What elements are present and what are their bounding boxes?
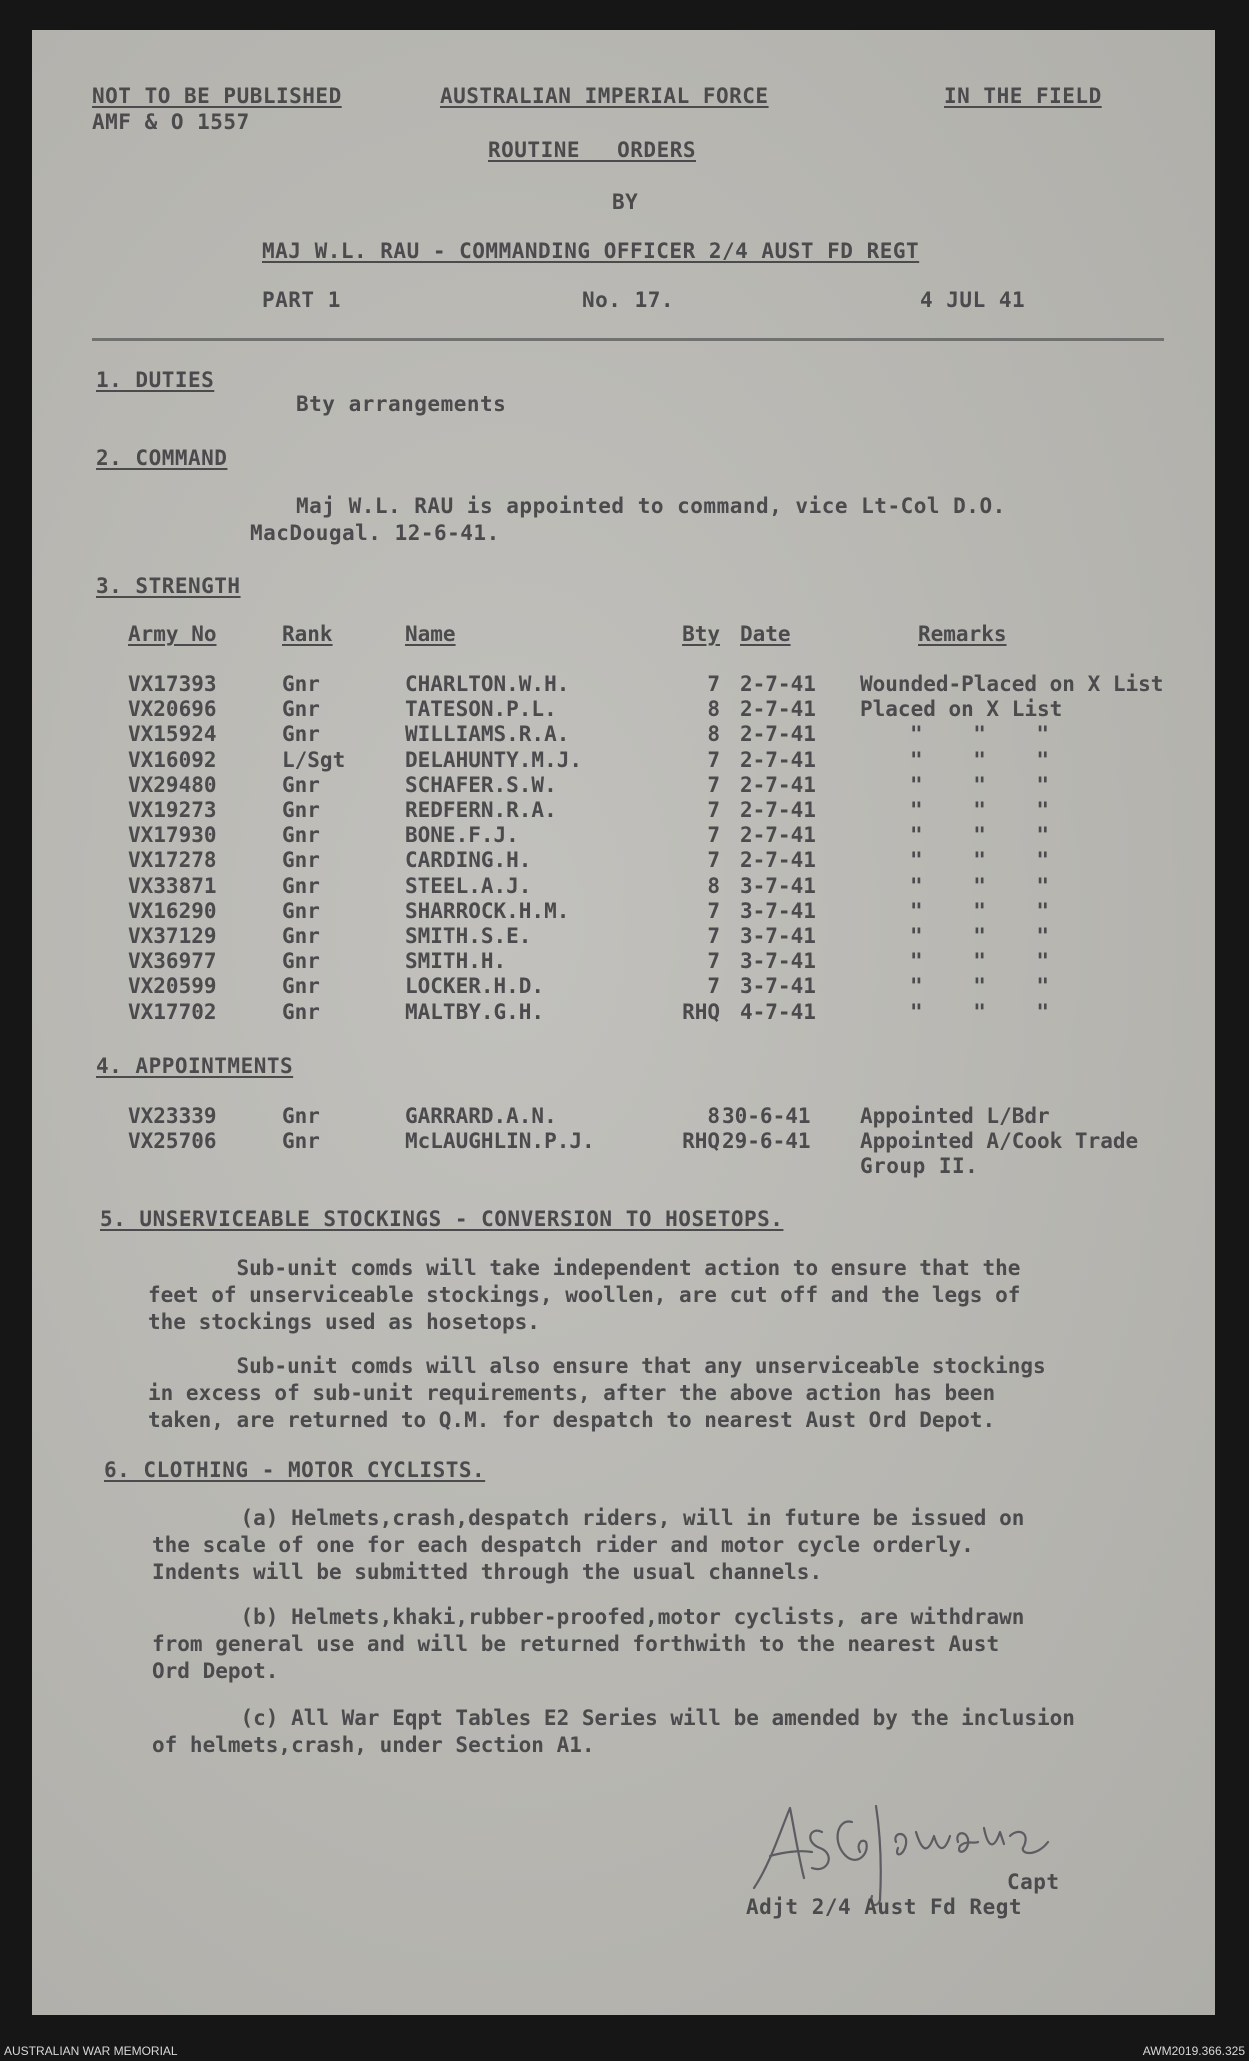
- header-rule: [92, 338, 1164, 341]
- cell-name: SCHAFER.S.W.: [405, 772, 557, 797]
- cell-army-no: VX20696: [128, 697, 217, 722]
- cell-rank: Gnr: [282, 772, 320, 797]
- header-ref: AMF & O 1557: [92, 110, 250, 134]
- section-command-heading: 2. COMMAND: [96, 446, 228, 470]
- section-command-line2: MacDougal. 12-6-41.: [250, 521, 500, 545]
- cell-date: 3-7-41: [740, 974, 816, 999]
- cell-bty: 7: [707, 747, 720, 772]
- header-classification: NOT TO BE PUBLISHED: [92, 84, 342, 108]
- cell-remarks: " " ": [910, 949, 1050, 974]
- col-remarks: Remarks: [918, 622, 1007, 646]
- cell-date: 3-7-41: [740, 873, 816, 898]
- footer-archive: AUSTRALIAN WAR MEMORIAL: [4, 2044, 178, 2058]
- cell-date: 4-7-41: [740, 999, 816, 1024]
- document-title: ROUTINE ORDERS: [488, 138, 697, 162]
- cell-remarks: " " ": [910, 747, 1050, 772]
- commanding-officer: MAJ W.L. RAU - COMMANDING OFFICER 2/4 AUST FD REGT: [262, 239, 920, 263]
- cell-remarks: Wounded-Placed on X List: [860, 672, 1164, 696]
- header-force: AUSTRALIAN IMPERIAL FORCE: [440, 84, 769, 108]
- order-number: No. 17.: [582, 288, 675, 312]
- cell-rank: Gnr: [282, 823, 320, 848]
- cell-remarks: " " ": [910, 848, 1050, 873]
- cell-army-no: VX23339: [128, 1104, 217, 1128]
- header-location: IN THE FIELD: [944, 84, 1102, 108]
- cell-army-no: VX29480: [128, 772, 217, 797]
- cell-date: 2-7-41: [740, 798, 816, 822]
- cell-date: 2-7-41: [740, 697, 816, 722]
- cell-bty: 7: [707, 772, 720, 797]
- cell-remarks: " " ": [910, 924, 1050, 948]
- cell-remarks: " " ": [910, 999, 1050, 1024]
- cell-name: BONE.F.J.: [405, 823, 519, 848]
- cell-remarks: " " ": [910, 823, 1050, 848]
- cell-bty: 8: [707, 697, 720, 722]
- cell-date: 2-7-41: [740, 672, 816, 696]
- cell-date: 29-6-41: [722, 1129, 811, 1153]
- cell-name: SMITH.H.: [405, 949, 507, 974]
- order-date: 4 JUL 41: [920, 288, 1026, 312]
- cell-remarks: " " ": [910, 722, 1050, 747]
- handwritten-signature: [748, 1792, 1148, 1912]
- cell-army-no: VX17930: [128, 823, 217, 848]
- cell-bty: 8: [707, 722, 720, 747]
- section-stockings-para1: Sub-unit comds will take independent action to ensure that the feet of unserviceable stockings, woollen, are cut off and the legs of the stockings used as hosetops.: [148, 1256, 1021, 1334]
- cell-army-no: VX16092: [128, 747, 217, 772]
- cell-bty: 7: [707, 798, 720, 822]
- section-clothing-para-b: (b) Helmets,khaki,rubber-proofed,motor cyclists, are withdrawn from general use and will be returned forthwith to the nearest Aust Ord Depot.: [152, 1605, 1025, 1683]
- cell-bty: 7: [707, 898, 720, 923]
- col-date: Date: [740, 622, 791, 646]
- cell-bty: 7: [707, 823, 720, 848]
- cell-rank: Gnr: [282, 1104, 320, 1128]
- cell-army-no: VX19273: [128, 798, 217, 822]
- col-name: Name: [405, 622, 456, 646]
- cell-army-no: VX17393: [128, 672, 217, 696]
- cell-rank: Gnr: [282, 1129, 320, 1153]
- cell-bty: 7: [707, 949, 720, 974]
- cell-bty: 7: [707, 974, 720, 999]
- cell-name: WILLIAMS.R.A.: [405, 722, 570, 747]
- cell-name: STEEL.A.J.: [405, 873, 532, 898]
- cell-rank: Gnr: [282, 798, 320, 822]
- cell-name: MALTBY.G.H.: [405, 999, 545, 1024]
- cell-rank: Gnr: [282, 848, 320, 873]
- cell-rank: Gnr: [282, 924, 320, 948]
- cell-rank: Gnr: [282, 949, 320, 974]
- cell-army-no: VX20599: [128, 974, 217, 999]
- cell-date: 3-7-41: [740, 898, 816, 923]
- cell-army-no: VX16290: [128, 898, 217, 923]
- cell-remarks: " " ": [910, 974, 1050, 999]
- cell-army-no: VX37129: [128, 924, 217, 948]
- cell-rank: Gnr: [282, 697, 320, 722]
- cell-army-no: VX25706: [128, 1129, 217, 1153]
- header-by: BY: [612, 190, 639, 214]
- cell-name: SHARROCK.H.M.: [405, 898, 570, 923]
- cell-bty: 7: [707, 672, 720, 696]
- section-duties-text: Bty arrangements: [296, 392, 507, 416]
- signatory-title: Adjt 2/4 Aust Fd Regt: [746, 1895, 1023, 1919]
- footer-accession: AWM2019.366.325: [1142, 2044, 1245, 2058]
- section-strength-heading: 3. STRENGTH: [96, 574, 241, 598]
- cell-rank: Gnr: [282, 898, 320, 923]
- section-appointments-heading: 4. APPOINTMENTS: [96, 1054, 294, 1078]
- section-clothing-heading: 6. CLOTHING - MOTOR CYCLISTS.: [104, 1458, 486, 1482]
- cell-army-no: VX17278: [128, 848, 217, 873]
- cell-date: 30-6-41: [722, 1104, 811, 1128]
- cell-date: 2-7-41: [740, 747, 816, 772]
- cell-date: 3-7-41: [740, 924, 816, 948]
- cell-bty: 8: [707, 873, 720, 898]
- cell-name: TATESON.P.L.: [405, 697, 557, 722]
- col-rank: Rank: [282, 622, 333, 646]
- cell-name: LOCKER.H.D.: [405, 974, 545, 999]
- cell-date: 2-7-41: [740, 823, 816, 848]
- cell-remarks: " " ": [910, 873, 1050, 898]
- cell-rank: Gnr: [282, 974, 320, 999]
- section-duties-heading: 1. DUTIES: [96, 368, 215, 392]
- cell-army-no: VX33871: [128, 873, 217, 898]
- cell-name: REDFERN.R.A.: [405, 798, 557, 822]
- cell-remarks: Appointed L/Bdr: [860, 1104, 1050, 1128]
- cell-bty: RHQ: [682, 1129, 720, 1153]
- cell-date: 2-7-41: [740, 848, 816, 873]
- cell-date: 2-7-41: [740, 722, 816, 747]
- cell-rank: Gnr: [282, 999, 320, 1024]
- cell-rank: Gnr: [282, 873, 320, 898]
- cell-bty: 7: [707, 848, 720, 873]
- col-army-no: Army No: [128, 622, 217, 646]
- cell-rank: Gnr: [282, 722, 320, 747]
- section-command-line1: Maj W.L. RAU is appointed to command, vice Lt-Col D.O.: [296, 494, 1006, 518]
- cell-rank: L/Sgt: [282, 747, 346, 772]
- section-stockings-para2: Sub-unit comds will also ensure that any unserviceable stockings in excess of sub-unit requirements, after the above action has been taken, are returned to Q.M. for despatch to nearest Aust Ord Depot.: [148, 1354, 1046, 1432]
- cell-name: DELAHUNTY.M.J.: [405, 747, 583, 772]
- cell-bty: RHQ: [682, 999, 720, 1024]
- cell-name: SMITH.S.E.: [405, 924, 532, 948]
- section-stockings-heading: 5. UNSERVICEABLE STOCKINGS - CONVERSION TO HOSETOPS.: [100, 1207, 784, 1231]
- order-part: PART 1: [262, 288, 341, 312]
- appointment-remark-continuation: Group II.: [860, 1154, 979, 1178]
- cell-remarks: " " ": [910, 772, 1050, 797]
- cell-name: CARDING.H.: [405, 848, 532, 873]
- cell-remarks: " " ": [910, 798, 1050, 822]
- cell-name: GARRARD.A.N.: [405, 1104, 557, 1128]
- cell-date: 2-7-41: [740, 772, 816, 797]
- cell-army-no: VX36977: [128, 949, 217, 974]
- cell-name: CHARLTON.W.H.: [405, 672, 570, 696]
- cell-rank: Gnr: [282, 672, 320, 696]
- signatory-rank: Capt: [1007, 1870, 1060, 1894]
- cell-date: 3-7-41: [740, 949, 816, 974]
- cell-name: McLAUGHLIN.P.J.: [405, 1129, 595, 1153]
- cell-army-no: VX17702: [128, 999, 217, 1024]
- cell-bty: 7: [707, 924, 720, 948]
- cell-remarks: Placed on X List: [860, 697, 1063, 722]
- cell-remarks: Appointed A/Cook Trade: [860, 1129, 1139, 1153]
- section-clothing-para-a: (a) Helmets,crash,despatch riders, will in future be issued on the scale of one for each despatch rider and motor cycle orderly. Indents will be submitted through the usual channels.: [152, 1506, 1025, 1584]
- cell-army-no: VX15924: [128, 722, 217, 747]
- section-clothing-para-c: (c) All War Eqpt Tables E2 Series will be amended by the inclusion of helmets,crash, under Section A1.: [152, 1706, 1075, 1757]
- cell-remarks: " " ": [910, 898, 1050, 923]
- cell-bty: 8: [707, 1104, 720, 1128]
- col-bty: Bty: [682, 622, 720, 646]
